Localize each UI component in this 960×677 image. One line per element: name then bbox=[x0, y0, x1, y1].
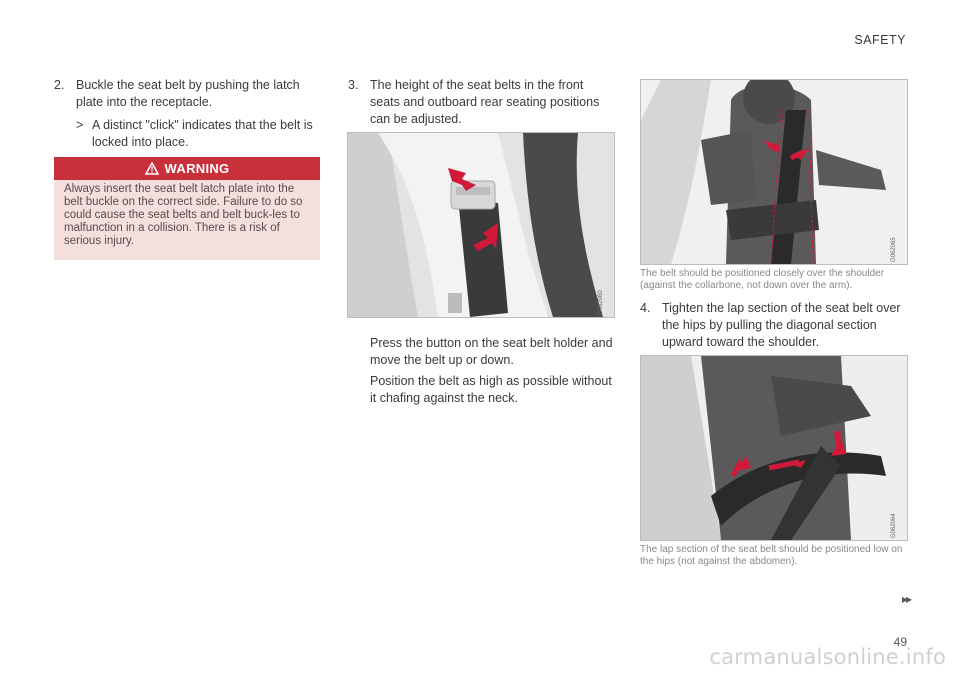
continue-marker: ▸▸ bbox=[901, 592, 910, 606]
belt-holder-illustration bbox=[348, 133, 614, 317]
step-number: 2. bbox=[54, 78, 65, 92]
step-text: Buckle the seat belt by pushing the latch plate into the receptacle. bbox=[76, 78, 300, 109]
image-code: G062065 bbox=[891, 237, 897, 262]
figure-lap-belt bbox=[640, 355, 908, 541]
figure-caption: The belt should be positioned closely over the shoulder (against the collarbone, not down over the arm). bbox=[640, 268, 885, 291]
step-text: The height of the seat belts in the front seats and outboard rear seating positions can be adjusted. bbox=[370, 78, 600, 126]
step-2 bbox=[54, 77, 320, 151]
page-number: 49 bbox=[893, 635, 907, 649]
step-result bbox=[54, 117, 320, 151]
result-text: A distinct "click" indicates that the belt is locked into place. bbox=[92, 118, 313, 149]
figure-belt-holder bbox=[347, 132, 615, 318]
image-code: G062064 bbox=[891, 513, 897, 538]
image-code: G062060 bbox=[598, 290, 604, 315]
page-section-header: SAFETY bbox=[854, 33, 906, 47]
warning-body: Always insert the seat belt latch plate into the belt buckle on the correct side. Failure to do so could cause the seat belts and belt buck-les to malfunction in a collision. There is a risk of serious injury. bbox=[64, 183, 303, 247]
figure-caption: The lap section of the seat belt should be positioned low on the hips (not against the abdomen). bbox=[640, 544, 903, 567]
watermark: carmanualsonline.info bbox=[709, 645, 946, 669]
warning-box bbox=[54, 157, 320, 260]
result-marker: > bbox=[76, 118, 84, 132]
figure-shoulder-belt bbox=[640, 79, 908, 265]
step-number: 3. bbox=[348, 78, 359, 92]
warning-header bbox=[54, 157, 320, 180]
step-text: Tighten the lap section of the seat belt over the hips by pulling the diagonal section upward toward the shoulder. bbox=[662, 301, 901, 349]
step-3 bbox=[348, 77, 614, 128]
shoulder-belt-illustration bbox=[641, 80, 907, 264]
lap-belt-illustration bbox=[641, 356, 907, 540]
step-3-para-2: Position the belt as high as possible without it chafing against the neck. bbox=[370, 374, 612, 405]
step-number: 4. bbox=[640, 301, 651, 315]
step-4 bbox=[640, 300, 906, 351]
step-3-para-1: Press the button on the seat belt holder and move the belt up or down. bbox=[370, 336, 613, 367]
warning-title: WARNING bbox=[164, 161, 230, 176]
warning-triangle-icon bbox=[145, 162, 159, 175]
